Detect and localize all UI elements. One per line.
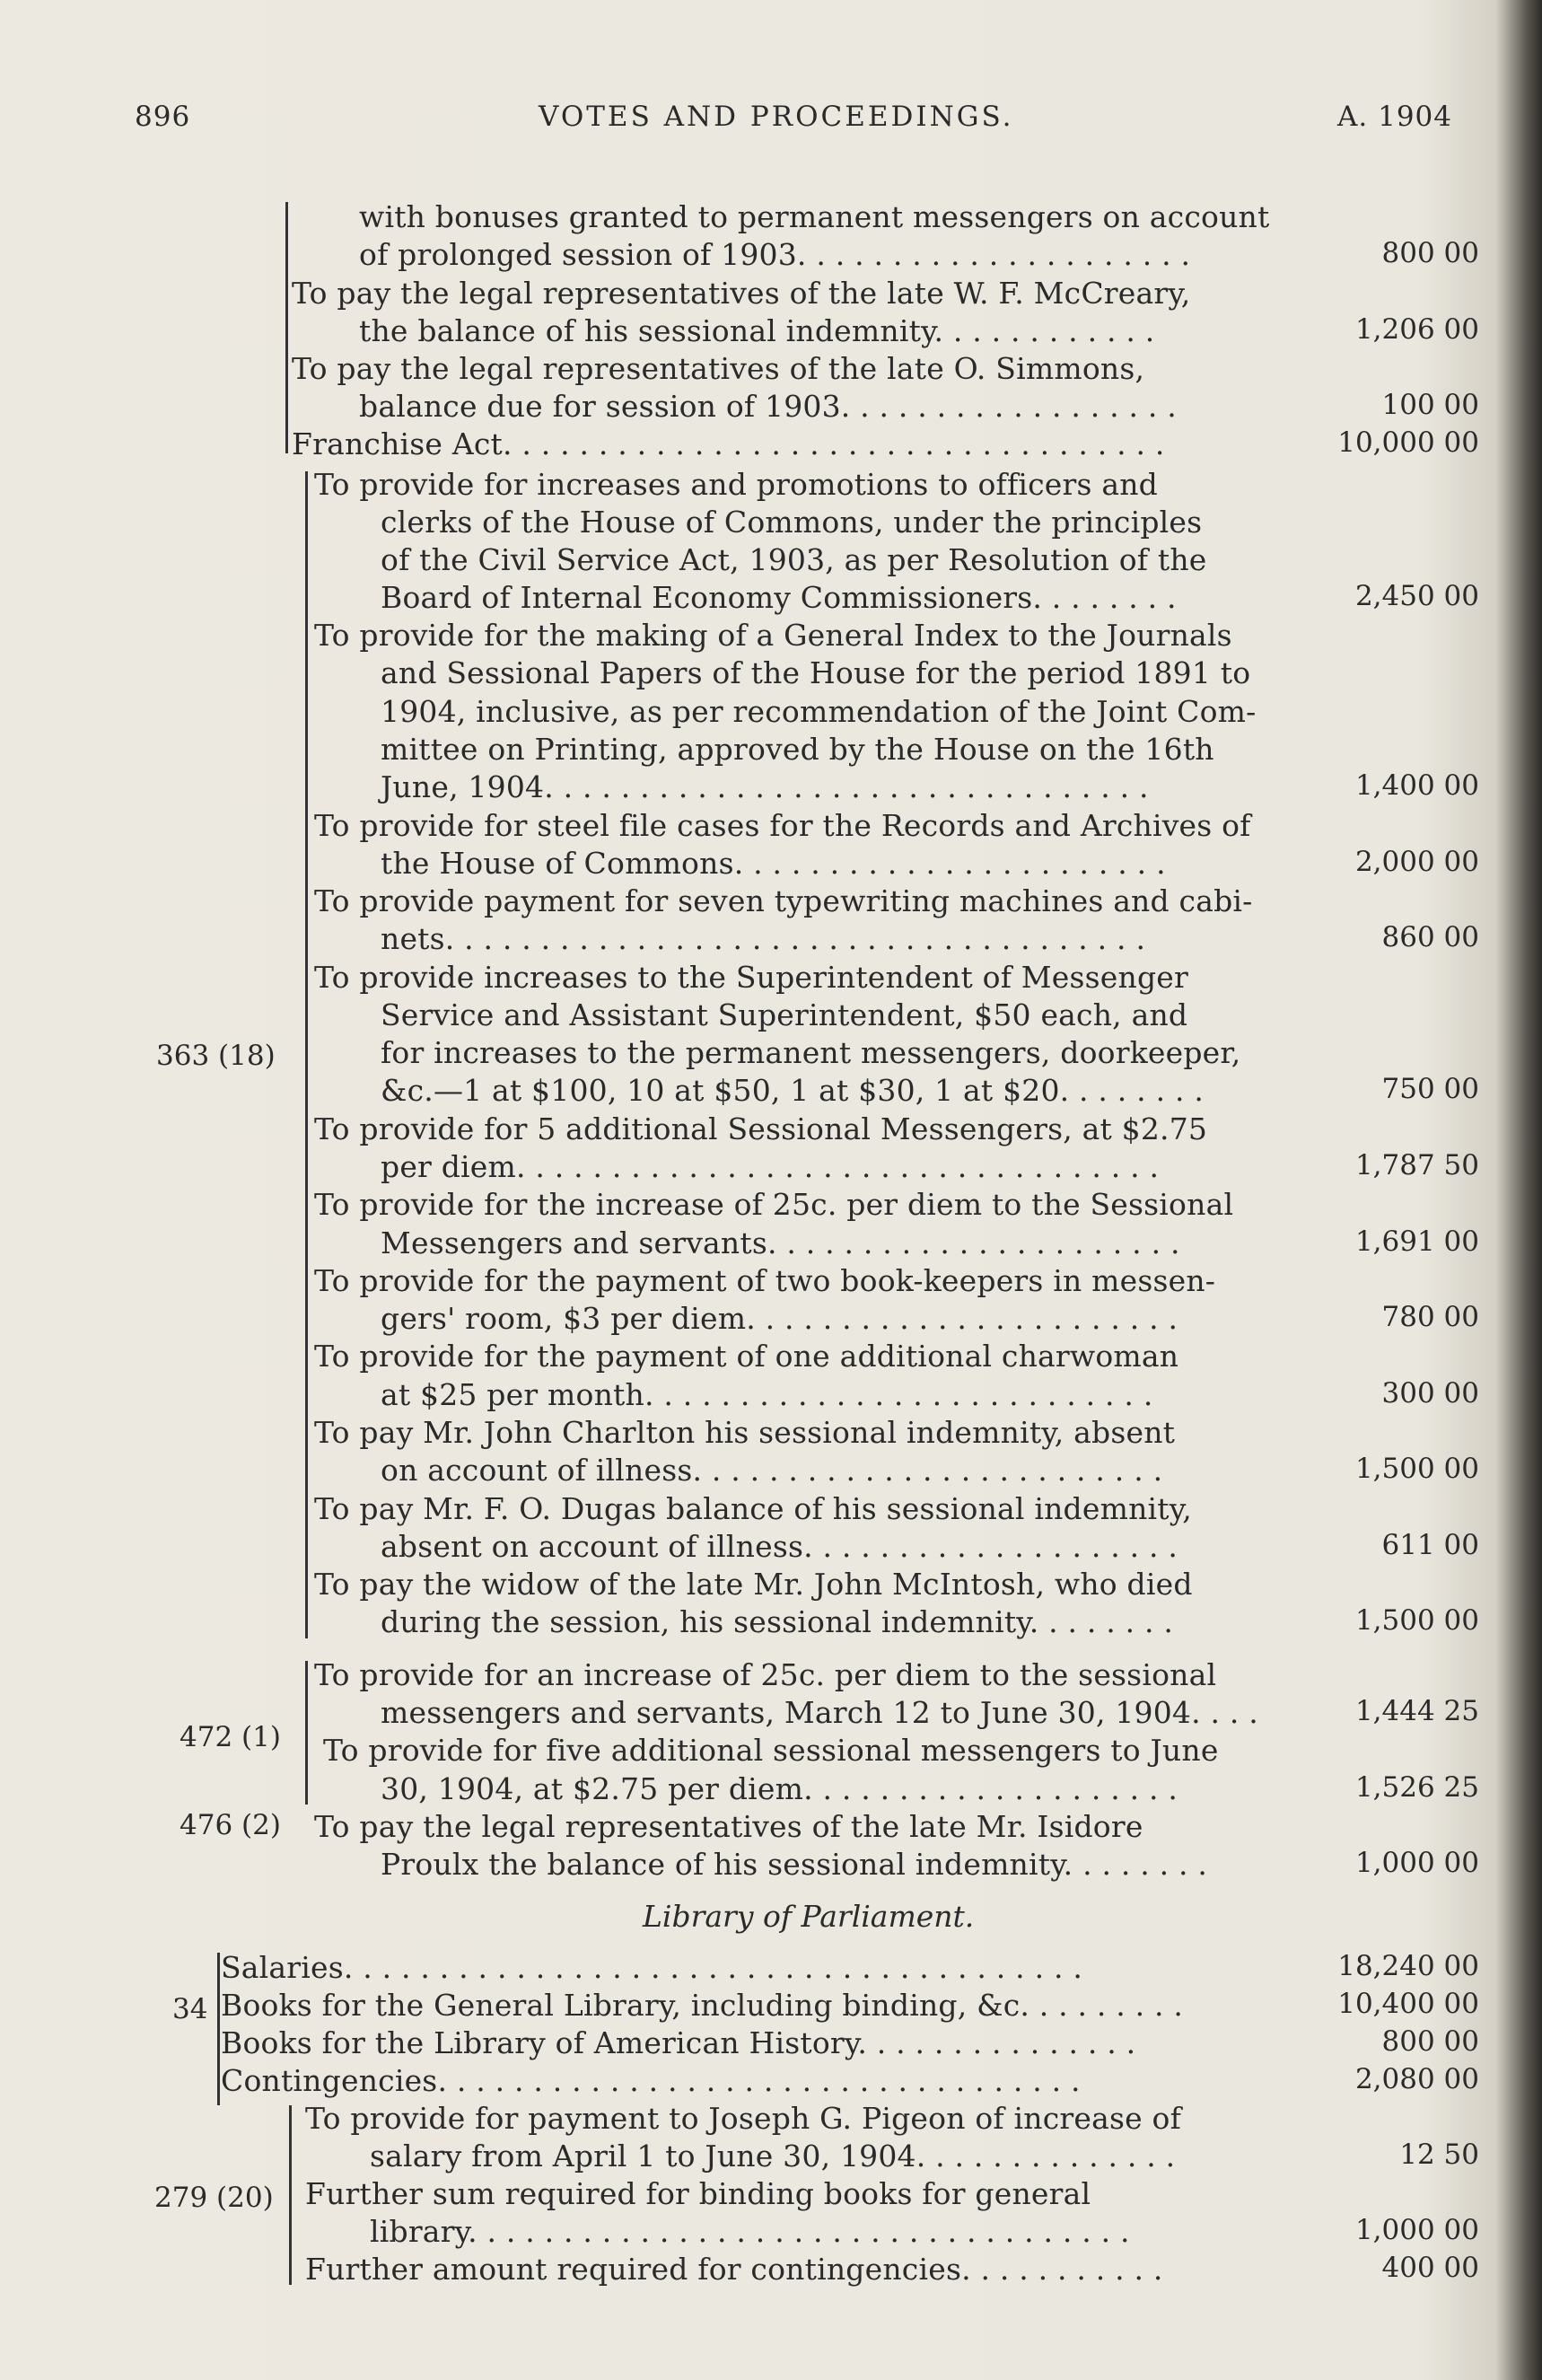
amount: 1,500 00: [1354, 1453, 1479, 1485]
running-title: VOTES AND PROCEEDINGS.: [539, 101, 1014, 133]
section-heading: Library of Parliament.: [643, 1899, 975, 1934]
entry-line: To pay Mr. F. O. Dugas balance of his sessional indemnity,: [314, 1491, 1192, 1526]
entry-line: balance due for session of 1903. . . . . . . . . . . . . . . . . .: [359, 389, 1177, 424]
vote-reference: 363 (18): [156, 1040, 276, 1072]
amount: 780 00: [1381, 1301, 1479, 1333]
entry-line: Service and Assistant Superintendent, $50 each, and: [381, 997, 1188, 1032]
amount: 800 00: [1381, 2025, 1479, 2058]
entry-line: Franchise Act. . . . . . . . . . . . . . . . . . . . . . . . . . . . . . . . . . .: [292, 426, 1165, 461]
entry-line: gers' room, $3 per diem. . . . . . . . . . . . . . . . . . . . . . .: [381, 1301, 1178, 1336]
entry-line: To provide for payment to Joseph G. Pigeon of increase of: [305, 2101, 1182, 2136]
entry-line: for increases to the permanent messengers, doorkeeper,: [381, 1035, 1241, 1070]
amount: 10,400 00: [1337, 1988, 1479, 2020]
entry-line: To provide for 5 additional Sessional Messengers, at $2.75: [314, 1111, 1208, 1146]
entry-line: during the session, his sessional indemnity. . . . . . . .: [381, 1604, 1174, 1639]
entry-line: the House of Commons. . . . . . . . . . . . . . . . . . . . . . .: [381, 846, 1166, 881]
entry-line: June, 1904. . . . . . . . . . . . . . . . . . . . . . . . . . . . . . . .: [381, 769, 1149, 804]
amount: 611 00: [1381, 1529, 1479, 1561]
entry-line: clerks of the House of Commons, under the principles: [381, 505, 1203, 540]
entry-line: at $25 per month. . . . . . . . . . . . . . . . . . . . . . . . . . .: [381, 1377, 1153, 1412]
vote-reference: 34: [172, 1993, 208, 2025]
entry-line: Books for the Library of American History. . . . . . . . . . . . . . .: [221, 2025, 1136, 2060]
entry-line: To provide for steel file cases for the Records and Archives of: [314, 808, 1251, 843]
entry-line: Messengers and servants. . . . . . . . . . . . . . . . . . . . . .: [381, 1225, 1180, 1260]
amount: 1,400 00: [1354, 769, 1479, 802]
entry-line: nets. . . . . . . . . . . . . . . . . . . . . . . . . . . . . . . . . . . . .: [381, 921, 1146, 956]
brace: [217, 1953, 220, 2105]
entry-line: To provide for increases and promotions to officers and: [314, 467, 1158, 502]
vote-reference: 472 (1): [180, 1721, 281, 1753]
entry-line: messengers and servants, March 12 to June 30, 1904. . . .: [381, 1695, 1258, 1730]
entry-line: with bonuses granted to permanent messengers on account: [359, 199, 1270, 234]
entry-line: To provide for the payment of two book-keepers in messen-: [314, 1263, 1216, 1298]
entry-line: To pay the widow of the late Mr. John McIntosh, who died: [314, 1567, 1193, 1602]
entry-line: mittee on Printing, approved by the House on the 16th: [381, 732, 1214, 767]
entry-line: Salaries. . . . . . . . . . . . . . . . . . . . . . . . . . . . . . . . . . . . . . .: [221, 1950, 1083, 1985]
amount: 18,240 00: [1337, 1950, 1479, 1982]
amount: 300 00: [1381, 1377, 1479, 1410]
entry-line: To provide for the making of a General Index to the Journals: [314, 618, 1232, 653]
entry-line: Board of Internal Economy Commissioners. . . . . . . .: [381, 580, 1177, 615]
entry-line: absent on account of illness. . . . . . . . . . . . . . . . . . . .: [381, 1529, 1178, 1564]
entry-line: library. . . . . . . . . . . . . . . . . . . . . . . . . . . . . . . . . . .: [370, 2214, 1130, 2249]
amount: 10,000 00: [1337, 426, 1479, 459]
entry-line: To pay the legal representatives of the late O. Simmons,: [292, 351, 1145, 386]
brace: [305, 1661, 308, 1805]
amount: 12 50: [1399, 2138, 1479, 2171]
amount: 1,500 00: [1354, 1604, 1479, 1637]
entry-line: To provide payment for seven typewriting machines and cabi-: [314, 883, 1253, 918]
entry-line: Further sum required for binding books for general: [305, 2176, 1091, 2211]
entry-line: To pay Mr. John Charlton his sessional indemnity, absent: [314, 1415, 1176, 1450]
entry-line: 1904, inclusive, as per recommendation of the Joint Com-: [381, 694, 1257, 729]
entry-line: per diem. . . . . . . . . . . . . . . . . . . . . . . . . . . . . . . . . .: [381, 1149, 1160, 1184]
amount: 1,526 25: [1354, 1771, 1479, 1804]
amount: 750 00: [1381, 1073, 1479, 1105]
entry-line: To provide for the payment of one additional charwoman: [314, 1339, 1179, 1374]
amount: 1,691 00: [1354, 1225, 1479, 1258]
entry-line: salary from April 1 to June 30, 1904. . . . . . . . . . . . . .: [370, 2138, 1176, 2174]
page-number: 896: [135, 101, 191, 133]
entry-line: To provide for the increase of 25c. per diem to the Sessional: [314, 1187, 1234, 1222]
entry-line: 30, 1904, at $2.75 per diem. . . . . . . . . . . . . . . . . . . .: [381, 1771, 1178, 1806]
entry-line: and Sessional Papers of the House for the period 1891 to: [381, 655, 1251, 690]
entry-line: To provide for an increase of 25c. per diem to the sessional: [314, 1657, 1217, 1692]
vote-reference: 476 (2): [180, 1809, 281, 1841]
brace: [289, 2105, 292, 2285]
entry-line: To pay the legal representatives of the late Mr. Isidore: [314, 1809, 1143, 1844]
vote-reference: 279 (20): [154, 2182, 274, 2214]
brace: [285, 202, 288, 453]
entry-line: &c.—1 at $100, 10 at $50, 1 at $30, 1 at $20. . . . . . . .: [381, 1073, 1205, 1108]
amount: 400 00: [1381, 2252, 1479, 2284]
entry-line: Books for the General Library, including binding, &c. . . . . . . . .: [221, 1988, 1184, 2023]
amount: 2,080 00: [1354, 2063, 1479, 2095]
session-year: A. 1904: [1337, 101, 1452, 133]
brace: [305, 471, 308, 1638]
entry-line: To provide increases to the Superintendent of Messenger: [314, 960, 1188, 995]
amount: 800 00: [1381, 237, 1479, 269]
entry-line: To pay the legal representatives of the late W. F. McCreary,: [292, 276, 1191, 311]
amount: 2,000 00: [1354, 846, 1479, 878]
entry-line: of the Civil Service Act, 1903, as per Resolution of the: [381, 542, 1207, 577]
entry-line: Contingencies. . . . . . . . . . . . . . . . . . . . . . . . . . . . . . . . . .: [221, 2063, 1081, 2098]
entry-line: Proulx the balance of his sessional indemnity. . . . . . . .: [381, 1847, 1208, 1882]
entry-line: Further amount required for contingencies. . . . . . . . . . .: [305, 2252, 1163, 2287]
entry-line: the balance of his sessional indemnity. . . . . . . . . . . .: [359, 313, 1155, 348]
amount: 100 00: [1381, 389, 1479, 421]
amount: 1,787 50: [1354, 1149, 1479, 1181]
amount: 1,000 00: [1354, 2214, 1479, 2246]
amount: 1,444 25: [1354, 1695, 1479, 1727]
entry-line: of prolonged session of 1903. . . . . . . . . . . . . . . . . . . . .: [359, 237, 1191, 272]
amount: 1,000 00: [1354, 1847, 1479, 1879]
amount: 860 00: [1381, 921, 1479, 953]
amount: 1,206 00: [1354, 313, 1479, 346]
amount: 2,450 00: [1354, 580, 1479, 612]
entry-line: To provide for five additional sessional messengers to June: [323, 1733, 1219, 1768]
entry-line: on account of illness. . . . . . . . . . . . . . . . . . . . . . . . .: [381, 1453, 1163, 1488]
